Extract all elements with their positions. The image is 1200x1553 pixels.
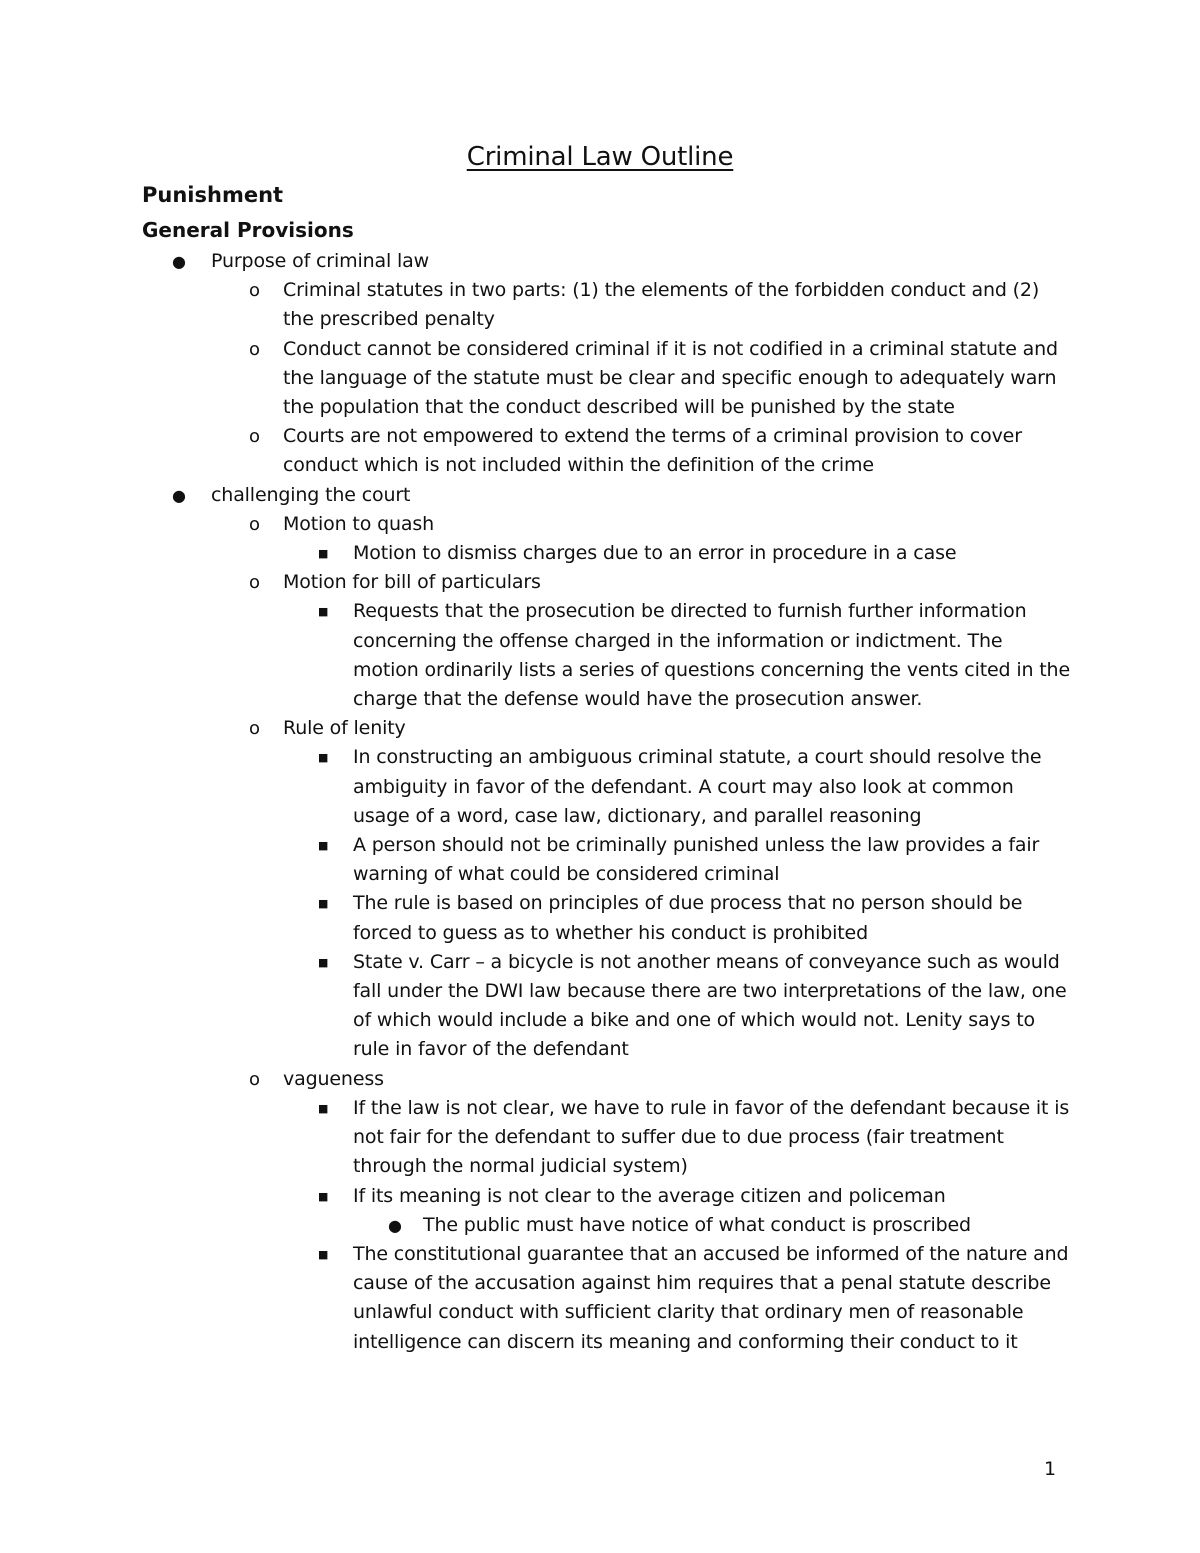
bullet-marker-icon: ■ (318, 547, 329, 561)
document-title: Criminal Law Outline (466, 142, 734, 172)
bullet-marker-icon: o (249, 572, 260, 594)
outline-item-level-2 (0, 714, 1200, 743)
outline-item-level-3 (0, 1240, 1200, 1357)
outline-item-text: Motion to dismiss charges due to an error in procedure in a case (353, 542, 957, 565)
bullet-marker-icon: ■ (318, 839, 329, 853)
outline-item-text: The rule is based on principles of due process that no person should be forced to guess as to whether his conduct is prohibited (353, 892, 1023, 944)
outline-item-level-2 (0, 510, 1200, 539)
outline-item-text: State v. Carr – a bicycle is not another means of conveyance such as would fall under the DWI law because there are two interpretations of the law, one of which would include a bike and one of which would not. Lenity says to rule in favor of the defendant (353, 950, 1067, 1061)
outline-item-text: Conduct cannot be considered criminal if it is not codified in a criminal statute and the language of the statute must be clear and specific enough to adequately warn the population that the conduct described will be punished by the state (283, 337, 1058, 419)
outline-item-level-2 (0, 1065, 1200, 1094)
outline-item-level-2 (0, 422, 1200, 480)
bullet-marker-icon: o (249, 513, 260, 535)
bullet-marker-icon: ■ (318, 1247, 329, 1261)
outline-item-level-3 (0, 597, 1200, 714)
outline-item-text: The public must have notice of what conduct is proscribed (423, 1213, 971, 1236)
bullet-marker-icon: ● (388, 1215, 402, 1235)
outline-item-text: If its meaning is not clear to the average citizen and policeman (353, 1184, 946, 1207)
outline-item-level-4 (0, 1211, 1200, 1240)
bullet-marker-icon: ■ (318, 751, 329, 765)
outline-item-text: The constitutional guarantee that an accused be informed of the nature and cause of the accusation against him requires that a penal statute describe unlawful conduct with sufficient clarity that ordinary men of reasonable intelligence can discern its meaning and conforming their conduct to it (353, 1242, 1069, 1353)
outline-item-level-2 (0, 568, 1200, 597)
outline-item-text: Purpose of criminal law (211, 250, 429, 272)
outline-item-text: A person should not be criminally punished unless the law provides a fair warning of what could be considered criminal (353, 834, 1040, 886)
outline-item-text: Motion to quash (283, 512, 435, 535)
outline-item-level-3 (0, 1094, 1200, 1182)
outline-item-level-3 (0, 831, 1200, 889)
outline-item-level-3 (0, 889, 1200, 947)
outline-item-text: Courts are not empowered to extend the terms of a criminal provision to cover conduct which is not included within the definition of the crime (283, 425, 1022, 477)
page-number: 1 (1044, 1458, 1057, 1480)
outline-item-level-2 (0, 276, 1200, 334)
bullet-marker-icon: o (249, 338, 260, 360)
bullet-marker-icon: o (249, 280, 260, 302)
bullet-marker-icon: o (249, 1068, 260, 1090)
section-heading-punishment: Punishment (142, 183, 284, 207)
bullet-marker-icon: ■ (318, 1101, 329, 1115)
outline-item-text: In constructing an ambiguous criminal statute, a court should resolve the ambiguity in favor of the defendant. A court may also look at common usage of a word, case law, dictionary, and parallel reasoning (353, 746, 1042, 827)
bullet-marker-icon: ● (172, 485, 186, 505)
bullet-marker-icon: ● (172, 252, 186, 271)
bullet-marker-icon: ■ (318, 605, 329, 619)
outline-item-level-3 (0, 743, 1200, 831)
outline-item-text: If the law is not clear, we have to rule in favor of the defendant because it is not fair for the defendant to suffer due to due process (fair treatment through the normal judicial system) (353, 1096, 1070, 1178)
outline-item-level-3 (0, 1182, 1200, 1211)
outline-item-text: vagueness (283, 1067, 384, 1090)
outline-item-text: Rule of lenity (283, 717, 406, 740)
outline-item-level-3 (0, 539, 1200, 568)
outline-item-level-1 (0, 247, 1200, 276)
outline-list (0, 247, 1200, 1357)
outline-item-text: Motion for bill of particulars (283, 571, 541, 594)
outline-item-level-1 (0, 481, 1200, 510)
outline-item-level-2 (0, 335, 1200, 423)
outline-item-level-3 (0, 948, 1200, 1065)
bullet-marker-icon: o (249, 718, 260, 740)
bullet-marker-icon: ■ (318, 897, 329, 911)
bullet-marker-icon: ■ (318, 955, 329, 969)
outline-item-text: Requests that the prosecution be directed to furnish further information concerning the offense charged in the information or indictment. The motion ordinarily lists a series of questions concerning the vents cited in the charge that the defense would have the prosecution answer. (353, 600, 1070, 711)
bullet-marker-icon: o (249, 426, 260, 448)
bullet-marker-icon: ■ (318, 1189, 329, 1203)
section-heading-general-provisions: General Provisions (142, 218, 354, 242)
outline-item-text: challenging the court (211, 483, 411, 506)
outline-item-text: Criminal statutes in two parts: (1) the elements of the forbidden conduct and (2) the prescribed penalty (283, 279, 1040, 331)
